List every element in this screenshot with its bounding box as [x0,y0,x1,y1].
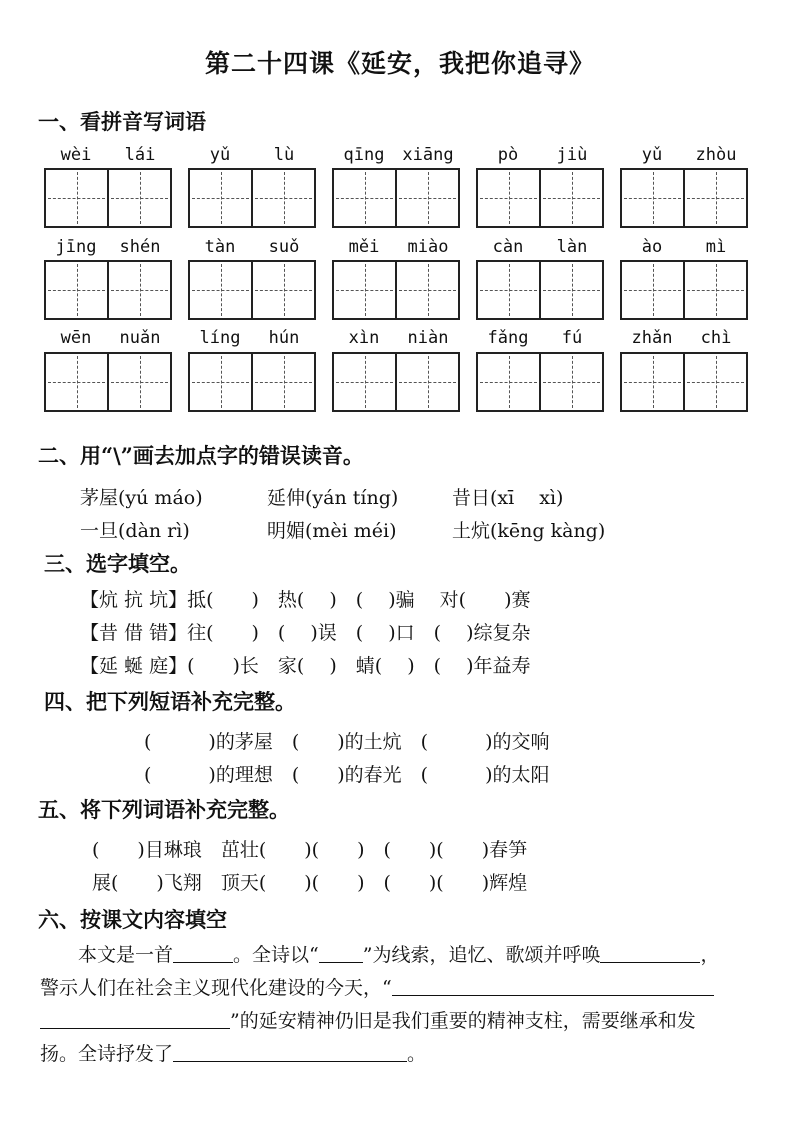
pinyin-syllable: nuǎn [119,328,161,348]
s6-text-5: 警示人们在社会主义现代化建设的今天，“ [40,977,392,999]
section4-heading: 四、把下列短语补充完整。 [44,689,296,714]
pinyin-syllable: jīng [55,237,97,257]
writing-cell[interactable] [107,262,170,318]
pinyin-syllable: mì [705,237,727,257]
pinyin-syllable: wèi [60,145,92,165]
pinyin-syllable: zhòu [695,145,737,165]
writing-box[interactable] [476,260,604,320]
s6-blank-feeling[interactable] [173,1041,407,1062]
pinyin-syllable: niàn [407,328,449,348]
writing-box[interactable] [188,260,316,320]
pinyin-syllable: líng [199,328,241,348]
writing-cell[interactable] [395,170,458,226]
writing-box[interactable] [188,168,316,228]
s6-blank-spirit-b[interactable] [40,1008,230,1029]
pinyin-syllable: yǔ [641,145,663,165]
writing-cell[interactable] [478,354,539,410]
pinyin-syllable: chì [700,328,732,348]
writing-box[interactable] [188,352,316,412]
pinyin-syllable: xiāng [402,145,454,165]
section6-heading: 六、按课文内容填空 [38,907,227,932]
pinyin-syllable: tàn [204,237,236,257]
writing-cell[interactable] [478,262,539,318]
pinyin-syllable: ào [641,237,663,257]
writing-cell[interactable] [478,170,539,226]
s2-item-1: 茅屋(yú máo) [80,487,203,509]
page-title: 第二十四课《延安，我把你追寻》 [204,49,595,78]
pinyin-syllable: làn [556,237,588,257]
pinyin-syllable: suǒ [268,237,300,257]
writing-box[interactable] [332,168,460,228]
s6-text-1: 本文是一首 [78,944,174,966]
s2-item-2: 延伸(yán tíng) [267,487,399,509]
writing-cell[interactable] [395,354,458,410]
section1-heading: 一、看拼音写词语 [38,109,206,134]
writing-cell[interactable] [683,170,746,226]
writing-cell[interactable] [539,262,602,318]
writing-cell[interactable] [334,170,395,226]
s6-blank-call[interactable] [600,942,700,963]
writing-box[interactable] [332,352,460,412]
writing-cell[interactable] [190,262,251,318]
writing-cell[interactable] [622,354,683,410]
s5-row-1: ( )目琳琅 茁壮( )( ) ( )( )春笋 [92,839,528,861]
section5-heading: 五、将下列词语补充完整。 [38,797,290,822]
pinyin-syllable: jiù [556,145,588,165]
writing-box[interactable] [44,168,172,228]
s2-item-3: 昔日(xī xì) [452,487,564,509]
s6-text-3: ”为线索，追忆、歌颂并呼唤 [362,944,601,966]
pinyin-syllable: zhǎn [631,328,673,348]
s3-row-3: 【延 蜒 庭】( )长 家( ) 蜻( ) ( )年益寿 [80,655,531,677]
writing-box[interactable] [44,260,172,320]
s6-paragraph [40,939,764,1071]
pinyin-syllable: miào [407,237,449,257]
s4-row-1: ( )的茅屋 ( )的土炕 ( )的交响 [144,731,550,753]
writing-cell[interactable] [107,354,170,410]
writing-cell[interactable] [190,170,251,226]
pinyin-syllable: wēn [60,328,92,348]
s6-text-7: 扬。全诗抒发了 [40,1043,174,1065]
writing-cell[interactable] [683,354,746,410]
writing-box[interactable] [44,352,172,412]
writing-box[interactable] [620,260,748,320]
writing-cell[interactable] [334,354,395,410]
writing-cell[interactable] [334,262,395,318]
s6-blank-genre[interactable] [173,942,233,963]
pinyin-syllable: xìn [348,328,380,348]
s6-text-8: 。 [407,1043,427,1065]
writing-cell[interactable] [683,262,746,318]
s6-text-4: ， [700,944,720,966]
writing-cell[interactable] [46,170,107,226]
pinyin-syllable: càn [492,237,524,257]
s3-row-1: 【炕 抗 坑】抵( ) 热( ) ( )骗 对( )赛 [80,589,531,611]
writing-cell[interactable] [622,170,683,226]
pinyin-syllable: yǔ [209,145,231,165]
s5-row-2: 展( )飞翔 顶天( )( ) ( )( )辉煌 [92,872,528,894]
s6-blank-spirit-a[interactable] [392,975,714,996]
s6-text-2: 。全诗以“ [233,944,319,966]
pinyin-syllable: pò [497,145,519,165]
writing-box[interactable] [620,168,748,228]
writing-cell[interactable] [251,170,314,226]
s3-row-2: 【昔 借 错】往( ) ( )误 ( )口 ( )综复杂 [80,622,531,644]
pinyin-syllable: fǎng [487,328,529,348]
pinyin-syllable: qīng [343,145,385,165]
writing-box[interactable] [476,352,604,412]
pinyin-syllable: lù [273,145,295,165]
s6-text-6: ”的延安精神仍旧是我们重要的精神支柱，需要继承和发 [230,1010,696,1032]
writing-box[interactable] [332,260,460,320]
writing-cell[interactable] [539,354,602,410]
s2-item-6: 土炕(kēng kàng) [452,520,606,542]
s2-item-4: 一旦(dàn rì) [80,520,190,542]
writing-cell[interactable] [46,354,107,410]
s4-row-2: ( )的理想 ( )的春光 ( )的太阳 [144,764,550,786]
writing-cell[interactable] [251,262,314,318]
pinyin-syllable: hún [268,328,300,348]
writing-cell[interactable] [395,262,458,318]
writing-cell[interactable] [46,262,107,318]
s6-blank-clue[interactable] [319,942,363,963]
writing-cell[interactable] [190,354,251,410]
section3-heading: 三、选字填空。 [44,551,191,576]
writing-cell[interactable] [622,262,683,318]
writing-cell[interactable] [107,170,170,226]
s2-item-5: 明媚(mèi méi) [267,520,397,542]
pinyin-syllable: shén [119,237,161,257]
writing-box[interactable] [476,168,604,228]
section2-heading: 二、用“\”画去加点字的错误读音。 [38,443,364,468]
pinyin-syllable: měi [348,237,380,257]
pinyin-syllable: lái [124,145,156,165]
writing-cell[interactable] [251,354,314,410]
writing-cell[interactable] [539,170,602,226]
writing-box[interactable] [620,352,748,412]
pinyin-syllable: fú [561,328,583,348]
